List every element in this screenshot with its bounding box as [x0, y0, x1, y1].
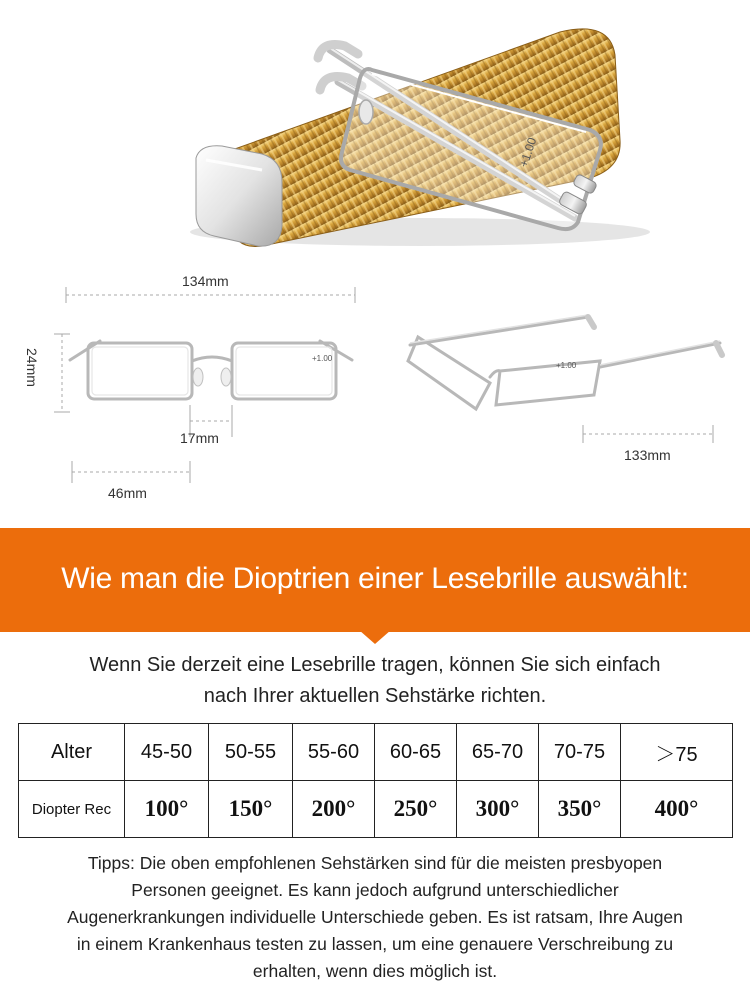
diopter-guide-banner: [0, 528, 750, 632]
age-cell: 65-70: [457, 724, 539, 781]
diopter-row-header: Diopter Rec: [19, 781, 125, 838]
diopter-cell: 200°: [293, 781, 375, 838]
intro-line: Wenn Sie derzeit eine Lesebrille tragen, können Sie sich einfach: [89, 654, 661, 676]
temple-length-label: 133mm: [624, 447, 671, 463]
diopter-cell: 350°: [539, 781, 621, 838]
tips-line: in einem Krankenhaus testen zu lassen, um eine genauere Verschreibung zu: [76, 934, 674, 954]
dimension-drawing: [0, 265, 750, 527]
age-diopter-table: [18, 723, 733, 838]
diopter-cell: 150°: [209, 781, 293, 838]
age-row: [19, 724, 733, 781]
banner-title: Wie man die Dioptrien einer Lesebrille auswählt:: [61, 562, 689, 595]
diopter-cell: 400°: [621, 781, 733, 838]
diopter-cell: 250°: [375, 781, 457, 838]
age-cell: 70-75: [539, 724, 621, 781]
age-cell: 45-50: [125, 724, 209, 781]
diopter-cell: 100°: [125, 781, 209, 838]
intro-text: [0, 650, 750, 712]
intro-line: nach Ihrer aktuellen Sehstärke richten.: [203, 685, 547, 707]
age-cell: 50-55: [209, 724, 293, 781]
tips-line: Tipps: Die oben empfohlenen Sehstärken sind für die meisten presbyopen: [87, 853, 663, 873]
age-cell: 60-65: [375, 724, 457, 781]
side-lens-print: +1.00: [556, 361, 577, 370]
tips-line: erhalten, wenn dies möglich ist.: [252, 961, 498, 981]
diopter-row: [19, 781, 733, 838]
glasses-case-illustration: [0, 0, 750, 265]
tips-text: [28, 850, 722, 985]
age-cell: 55-60: [293, 724, 375, 781]
bridge-width-label: 17mm: [180, 430, 219, 446]
diopter-cell: 300°: [457, 781, 539, 838]
total-width-label: 134mm: [182, 273, 229, 289]
lens-power-print: +1.00: [516, 135, 540, 169]
tips-line: Augenerkrankungen individuelle Unterschiede geben. Es ist ratsam, Ihre Augen: [67, 907, 683, 927]
product-photo: [0, 0, 750, 265]
lens-width-label: 46mm: [108, 485, 147, 501]
lens-height-label: 24mm: [24, 348, 40, 387]
age-row-header: Alter: [19, 724, 125, 781]
tips-line: Personen geeignet. Es kann jedoch aufgrund unterschiedlicher: [131, 880, 619, 900]
banner-arrow: [359, 630, 391, 644]
age-cell: ＞75: [621, 724, 733, 781]
front-lens-print: +1.00: [312, 354, 333, 363]
